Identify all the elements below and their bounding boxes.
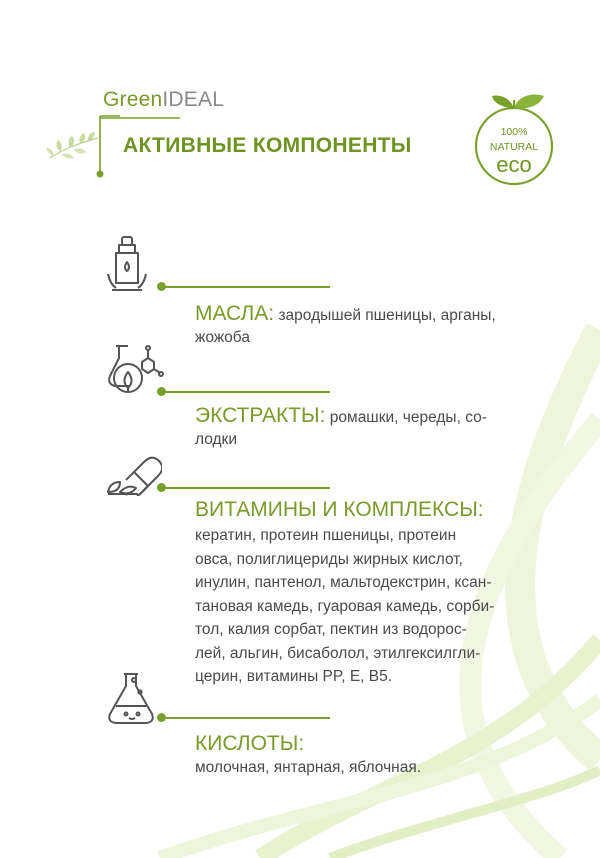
section-vitamins — [195, 498, 565, 689]
section-acids-text: молочная, янтарная, яблочная. — [195, 759, 422, 776]
section-extracts-dot — [157, 387, 166, 396]
section-acids — [195, 732, 565, 779]
lab-extract-icon — [104, 342, 164, 400]
section-oils-inline: зародышей пшеницы, арганы, — [274, 307, 496, 324]
eco-badge-icon — [470, 92, 560, 188]
badge-line2: NATURAL — [489, 141, 539, 153]
dropper-bottle-icon — [104, 234, 154, 294]
section-oils-line — [160, 286, 330, 288]
section-extracts — [195, 404, 565, 451]
section-acids-dot — [157, 713, 166, 722]
section-oils — [195, 302, 565, 349]
section-acids-heading: КИСЛОТЫ: — [195, 732, 305, 755]
section-extracts-line — [160, 391, 330, 393]
section-extracts-inline: ромашки, череды, со- — [325, 409, 487, 426]
vitamins-line: инулин, пантенол, мальтодекстрин, ксан- — [195, 574, 492, 591]
section-extracts-heading: ЭКСТРАКТЫ: — [195, 404, 326, 427]
page-title: АКТИВНЫЕ КОМПОНЕНТЫ — [123, 134, 412, 157]
section-oils-heading: МАСЛА: — [195, 302, 275, 325]
section-oils-text: жожоба — [195, 329, 250, 346]
section-vitamins-line — [160, 487, 330, 489]
section-extracts-text: лодки — [195, 431, 237, 448]
vitamins-line: тол, калия сорбат, пектин из водорос- — [195, 621, 467, 638]
badge-line1: 100% — [500, 126, 528, 138]
section-acids-line — [160, 717, 330, 719]
capsule-icon — [104, 450, 162, 496]
vitamins-line: овса, полиглицериды жирных кислот, — [195, 550, 463, 568]
section-oils-dot — [157, 282, 166, 291]
brand-logo — [103, 88, 224, 112]
brand-separator: I — [162, 88, 169, 111]
title-frame-line — [100, 116, 180, 120]
vitamins-line: кератин, протеин пшеницы, протеин — [195, 527, 457, 544]
badge-line3: eco — [496, 152, 532, 177]
vitamins-line: лей, альгин, бисаболол, этилгексилгли- — [195, 644, 481, 662]
vitamins-line: церин, витамины PP, E, B5. — [195, 668, 393, 685]
section-vitamins-heading: ВИТАМИНЫ И КОМПЛЕКСЫ: — [195, 498, 484, 521]
flask-icon — [104, 670, 160, 728]
brand-ideal: DEAL — [168, 88, 225, 111]
vitamins-line: тановая камедь, гуаровая камедь, сорби- — [195, 597, 495, 615]
section-vitamins-text — [195, 524, 565, 689]
brand-green: Green — [103, 88, 163, 111]
section-vitamins-dot — [157, 483, 166, 492]
